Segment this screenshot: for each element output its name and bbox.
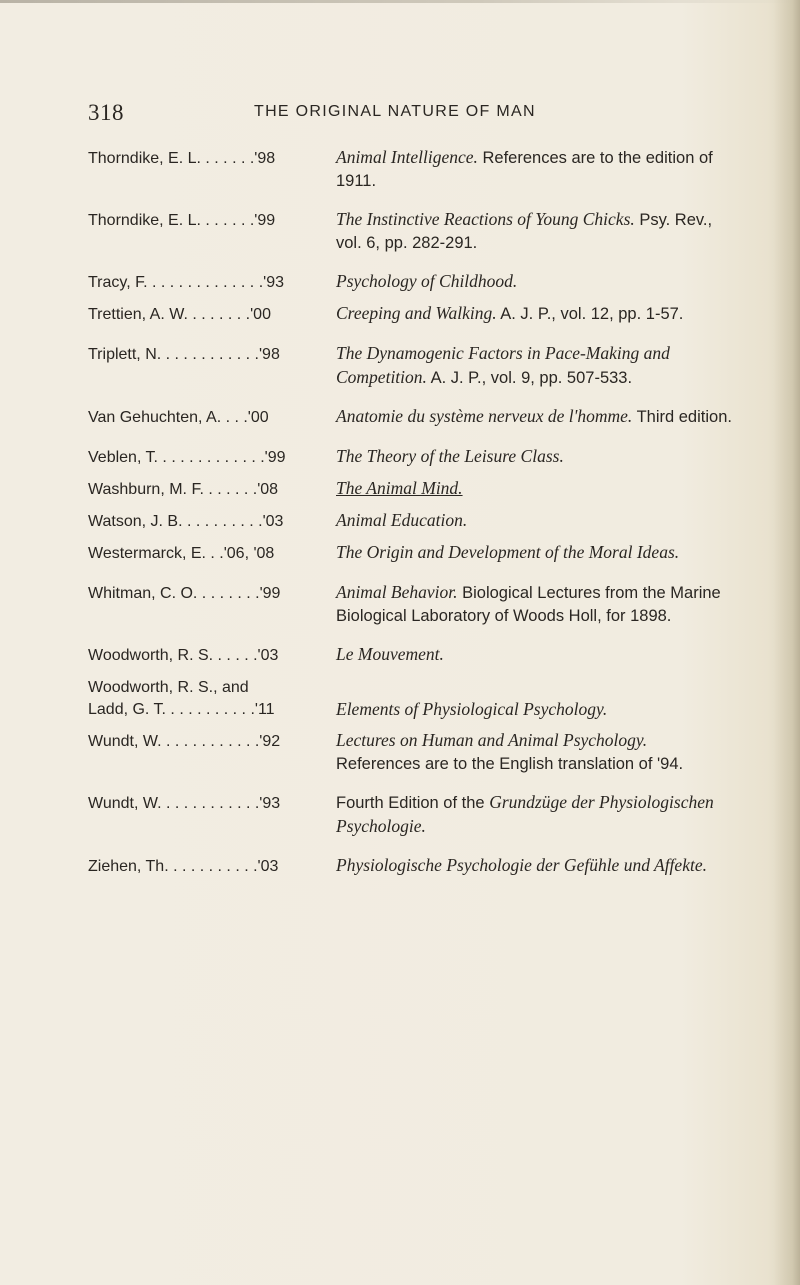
bibliography-entry — [88, 541, 736, 565]
bibliography-entry — [88, 643, 736, 667]
entry-author: Veblen, T. . . . . . . . . . . . .'99 — [88, 449, 286, 466]
bibliography-entry — [88, 342, 736, 389]
bibliography-entry — [88, 477, 736, 501]
entry-author: Washburn, M. F. . . . . . .'08 — [88, 481, 279, 498]
entry-title: Physiologische Psychologie der Gefühle und Affekte. — [336, 855, 707, 875]
entry-title: The Dynamogenic Factors in Pace-Making and Competition. — [336, 343, 670, 387]
entry-title: Animal Intelligence. — [336, 147, 478, 167]
entry-author: Wundt, W. . . . . . . . . . . .'93 — [88, 795, 281, 812]
entry-title: Anatomie du système nerveux de l'homme. — [336, 406, 633, 426]
entry-author: Van Gehuchten, A. . . .'00 — [88, 409, 269, 426]
bibliography-entry — [88, 445, 736, 469]
entry-details: A. J. P., vol. 12, pp. 1-57. — [496, 305, 684, 323]
entry-author: Tracy, F. . . . . . . . . . . . . .'93 — [88, 274, 284, 291]
entry-details: Biological Lectures from the Marine Biological Laboratory of Woods Holl, for 1898. — [336, 584, 721, 625]
entry-details: References are to the English translation of '94. — [336, 754, 684, 773]
bibliography-list — [88, 146, 736, 886]
entry-title: Animal Behavior. — [336, 582, 458, 602]
entry-title: Grundzüge der Physiologischen Psychologie. — [336, 792, 714, 836]
bibliography-entry — [88, 146, 736, 192]
entry-author: Woodworth, R. S., and Ladd, G. T. . . . . . . . . . .'11 — [88, 679, 275, 718]
entry-author: Watson, J. B. . . . . . . . . .'03 — [88, 513, 284, 530]
entry-author: Ziehen, Th. . . . . . . . . . .'03 — [88, 858, 279, 875]
entry-author: Woodworth, R. S. . . . . .'03 — [88, 647, 279, 664]
bibliography-entry — [88, 791, 736, 838]
entry-description — [336, 445, 736, 469]
page-header — [88, 100, 728, 130]
entry-title: Psychology of Childhood. — [336, 271, 518, 291]
entry-author: Thorndike, E. L. . . . . . .'99 — [88, 212, 276, 229]
entry-author: Triplett, N. . . . . . . . . . . .'98 — [88, 346, 280, 363]
entry-details: References are to the edition of 1911. — [336, 149, 713, 190]
entry-author: Thorndike, E. L. . . . . . .'98 — [88, 150, 276, 167]
entry-details: A. J. P., vol. 9, pp. 507-533. — [426, 368, 633, 387]
entry-author: Westermarck, E. . .'06, '08 — [88, 545, 275, 562]
entry-details: Third edition. — [632, 408, 732, 426]
entry-description — [336, 791, 736, 838]
entry-description — [336, 698, 736, 722]
entry-description — [336, 146, 736, 192]
entry-title: Animal Education. — [336, 510, 468, 530]
entry-description — [336, 477, 736, 501]
entry-description — [336, 541, 736, 565]
entry-description — [336, 342, 736, 389]
entry-description — [336, 643, 736, 667]
bibliography-entry — [88, 729, 736, 775]
entry-description — [336, 302, 736, 326]
entry-title: The Animal Mind. — [336, 478, 463, 498]
bibliography-entry — [88, 854, 736, 878]
entry-description — [336, 208, 736, 254]
bibliography-entry — [88, 509, 736, 533]
entry-description — [336, 405, 736, 429]
entry-description — [336, 854, 736, 878]
page-gutter-shadow — [774, 0, 800, 1285]
running-head: THE ORIGINAL NATURE OF MAN — [254, 103, 536, 120]
bibliography-entry — [88, 675, 736, 721]
entry-title: Elements of Physiological Psychology. — [336, 698, 608, 719]
bibliography-entry — [88, 581, 736, 627]
entry-description — [336, 581, 736, 627]
entry-author: Trettien, A. W. . . . . . . .'00 — [88, 306, 271, 323]
entry-title: The Instinctive Reactions of Young Chicks. — [336, 209, 635, 229]
entry-description — [336, 729, 736, 775]
entry-title: The Theory of the Leisure Class. — [336, 446, 564, 466]
entry-details: Psy. Rev., vol. 6, pp. 282-291. — [336, 211, 713, 252]
entry-title: Creeping and Walking. — [336, 303, 497, 323]
bibliography-entry — [88, 405, 736, 429]
page-edge-line — [0, 0, 800, 3]
bibliography-entry — [88, 208, 736, 254]
entry-description — [336, 270, 736, 294]
entry-details: Fourth Edition of the — [336, 794, 490, 812]
entry-description — [336, 509, 736, 533]
entry-title: Lectures on Human and Animal Psychology. — [336, 730, 648, 750]
bibliography-entry — [88, 302, 736, 326]
bibliography-entry — [88, 270, 736, 294]
entry-author: Whitman, C. O. . . . . . . .'99 — [88, 585, 281, 602]
entry-title: Le Mouvement. — [336, 644, 444, 664]
page-number: 318 — [88, 100, 124, 125]
entry-author: Wundt, W. . . . . . . . . . . .'92 — [88, 733, 281, 750]
entry-title: The Origin and Development of the Moral Ideas. — [336, 542, 680, 562]
